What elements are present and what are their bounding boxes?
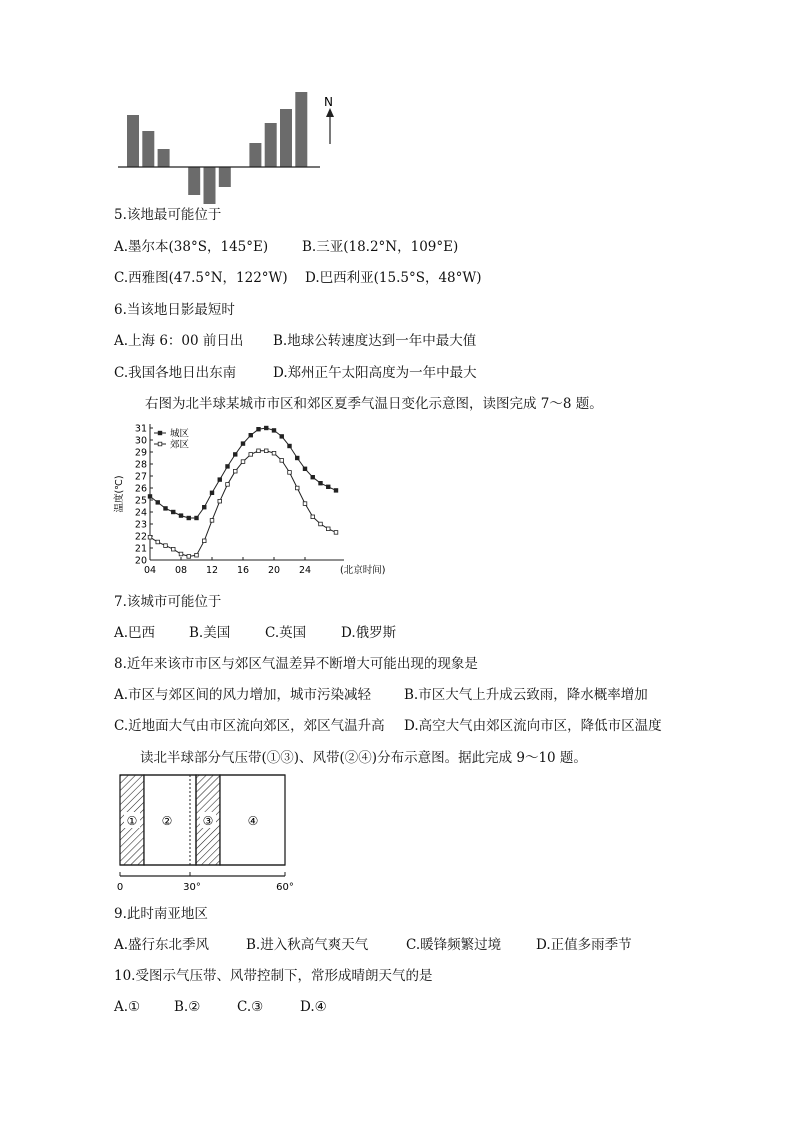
- q10-option-b[interactable]: B.②: [174, 999, 201, 1015]
- intro-7-8: 右图为北半球某城市市区和郊区夏季气温日变化示意图，读图完成 7～8 题。: [145, 396, 603, 412]
- q5-option-a[interactable]: A.墨尔本(38°S，145°E): [114, 239, 269, 255]
- q5-stem: 5.该地最可能位于: [114, 207, 222, 223]
- q5-option-d[interactable]: D.巴西利亚(15.5°S，48°W): [305, 270, 482, 286]
- legend-marker: [158, 431, 162, 435]
- data-point: [311, 515, 315, 519]
- q6-option-d[interactable]: D.郑州正午太阳高度为一年中最大: [273, 365, 477, 381]
- x-tick-label: 12: [205, 565, 219, 576]
- q5-option-c[interactable]: C.西雅图(47.5°N，122°W): [114, 270, 288, 286]
- shadow-bar: [280, 109, 292, 167]
- shadow-bar: [265, 123, 277, 167]
- data-point: [288, 471, 292, 475]
- q6-option-c[interactable]: C.我国各地日出东南: [114, 365, 237, 381]
- y-tick-label: 23: [134, 519, 147, 531]
- q8-option-d[interactable]: D.高空大气由郊区流向市区，降低市区温度: [404, 718, 662, 734]
- y-tick-label: 28: [134, 459, 147, 471]
- data-point: [241, 460, 245, 464]
- y-tick-label: 24: [134, 507, 147, 519]
- q10-option-a[interactable]: A.①: [114, 999, 141, 1015]
- y-axis-label: 温度(℃): [114, 475, 125, 513]
- axis-label-60: 60°: [276, 882, 294, 892]
- y-tick-label: 30: [134, 435, 147, 447]
- q9-option-b[interactable]: B.进入秋高气爽天气: [246, 937, 369, 953]
- data-point: [218, 499, 222, 503]
- belt-label-1: ①: [126, 814, 138, 828]
- q10-stem: 10.受图示气压带、风带控制下，常形成晴朗天气的是: [114, 968, 433, 984]
- y-tick-label: 20: [134, 555, 147, 567]
- data-point: [179, 552, 183, 556]
- y-tick-label: 31: [134, 423, 147, 435]
- data-point: [210, 519, 214, 523]
- y-tick-label: 26: [134, 483, 147, 495]
- data-point: [257, 427, 261, 431]
- x-tick-label: 16: [236, 565, 250, 576]
- intro-9-10: 读北半球部分气压带(①③)、风带(②④)分布示意图。据此完成 9～10 题。: [140, 750, 587, 766]
- data-point: [334, 531, 338, 535]
- q6-stem: 6.当该地日影最短时: [114, 302, 235, 318]
- data-point: [171, 510, 175, 514]
- data-point: [195, 553, 199, 557]
- legend-marker: [158, 442, 162, 446]
- q8-option-c[interactable]: C.近地面大气由市区流向郊区，郊区气温升高: [114, 718, 385, 734]
- q9-option-a[interactable]: A.盛行东北季风: [114, 937, 210, 953]
- q7-stem: 7.该城市可能位于: [114, 594, 222, 610]
- axis-label-30: 30°: [183, 882, 201, 892]
- shadow-bar: [249, 143, 261, 167]
- shadow-bar: [204, 167, 216, 204]
- data-point: [241, 442, 245, 446]
- q5-option-b[interactable]: B.三亚(18.2°N，109°E): [302, 239, 459, 255]
- legend-label: 城区: [170, 428, 190, 440]
- data-point: [156, 501, 160, 505]
- data-point: [288, 444, 292, 448]
- data-point: [326, 527, 330, 531]
- shadow-bar: [127, 115, 139, 167]
- x-tick-label: 04: [143, 565, 157, 576]
- q7-option-d[interactable]: D.俄罗斯: [341, 625, 397, 641]
- shadow-bar: [295, 92, 307, 167]
- data-point: [249, 453, 253, 457]
- q7-option-b[interactable]: B.美国: [189, 625, 231, 641]
- q6-option-b[interactable]: B.地球公转速度达到一年中最大值: [273, 333, 477, 349]
- axis-label-0: 0: [116, 882, 124, 892]
- x-axis-label: (北京时间): [340, 565, 386, 576]
- data-point: [164, 544, 168, 548]
- data-point: [295, 456, 299, 460]
- q8-option-b[interactable]: B.市区大气上升成云致雨，降水概率增加: [404, 687, 648, 703]
- data-point: [319, 481, 323, 485]
- data-point: [295, 486, 299, 490]
- data-point: [264, 449, 268, 453]
- pressure-wind-belt-figure: [112, 770, 302, 892]
- data-point: [179, 514, 183, 518]
- data-point: [249, 433, 253, 437]
- data-point: [303, 502, 307, 506]
- data-point: [171, 547, 175, 551]
- y-tick-label: 27: [134, 471, 147, 483]
- data-point: [280, 459, 284, 463]
- q8-option-a[interactable]: A.市区与郊区间的风力增加，城市污染减轻: [114, 687, 372, 703]
- q10-option-c[interactable]: C.③: [237, 999, 264, 1015]
- q9-option-c[interactable]: C.暖锋频繁过境: [406, 937, 502, 953]
- belt-label-3: ③: [202, 814, 214, 828]
- data-point: [326, 485, 330, 489]
- x-tick-label: 08: [174, 565, 188, 576]
- temperature-line-chart: [110, 418, 400, 586]
- shadow-bar: [158, 149, 170, 167]
- data-point: [202, 505, 206, 509]
- shadow-bar: [142, 131, 154, 167]
- data-point: [233, 453, 237, 457]
- data-point: [218, 478, 222, 482]
- data-point: [148, 495, 152, 499]
- data-point: [311, 475, 315, 479]
- data-point: [272, 429, 276, 433]
- data-point: [210, 491, 214, 495]
- q8-stem: 8.近年来该市市区与郊区气温差异不断增大可能出现的现象是: [114, 656, 478, 672]
- data-point: [202, 539, 206, 543]
- data-point: [303, 467, 307, 471]
- data-point: [164, 507, 168, 511]
- data-point: [156, 540, 160, 544]
- y-tick-label: 22: [134, 531, 147, 543]
- q7-option-a[interactable]: A.巴西: [114, 625, 156, 641]
- belt-label-2: ②: [161, 814, 173, 828]
- data-point: [148, 535, 152, 539]
- q9-stem: 9.此时南亚地区: [114, 906, 208, 922]
- data-point: [257, 449, 261, 453]
- series-line-郊区: [150, 451, 336, 557]
- q10-option-d[interactable]: D.④: [300, 999, 327, 1015]
- data-point: [187, 555, 191, 559]
- x-tick-label: 24: [298, 565, 312, 576]
- q6-option-a[interactable]: A.上海 6：00 前日出: [114, 333, 244, 349]
- data-point: [334, 489, 338, 493]
- y-tick-label: 21: [134, 543, 147, 555]
- legend-label: 郊区: [170, 439, 190, 451]
- data-point: [187, 516, 191, 520]
- x-tick-label: 20: [267, 565, 281, 576]
- q7-option-c[interactable]: C.英国: [265, 625, 307, 641]
- shadow-bar-figure: [112, 92, 352, 204]
- data-point: [226, 483, 230, 487]
- data-point: [280, 435, 284, 439]
- data-point: [272, 451, 276, 455]
- data-point: [319, 522, 323, 526]
- data-point: [226, 465, 230, 469]
- north-arrow-head-icon: [326, 108, 334, 117]
- y-tick-label: 25: [134, 495, 147, 507]
- data-point: [195, 516, 199, 520]
- data-point: [233, 469, 237, 473]
- data-point: [264, 426, 268, 430]
- shadow-bar: [219, 167, 231, 187]
- q9-option-d[interactable]: D.正值多雨季节: [536, 937, 632, 953]
- belt-label-4: ④: [247, 814, 259, 828]
- shadow-bar: [188, 167, 200, 195]
- y-tick-label: 29: [134, 447, 147, 459]
- north-label: N: [324, 95, 333, 109]
